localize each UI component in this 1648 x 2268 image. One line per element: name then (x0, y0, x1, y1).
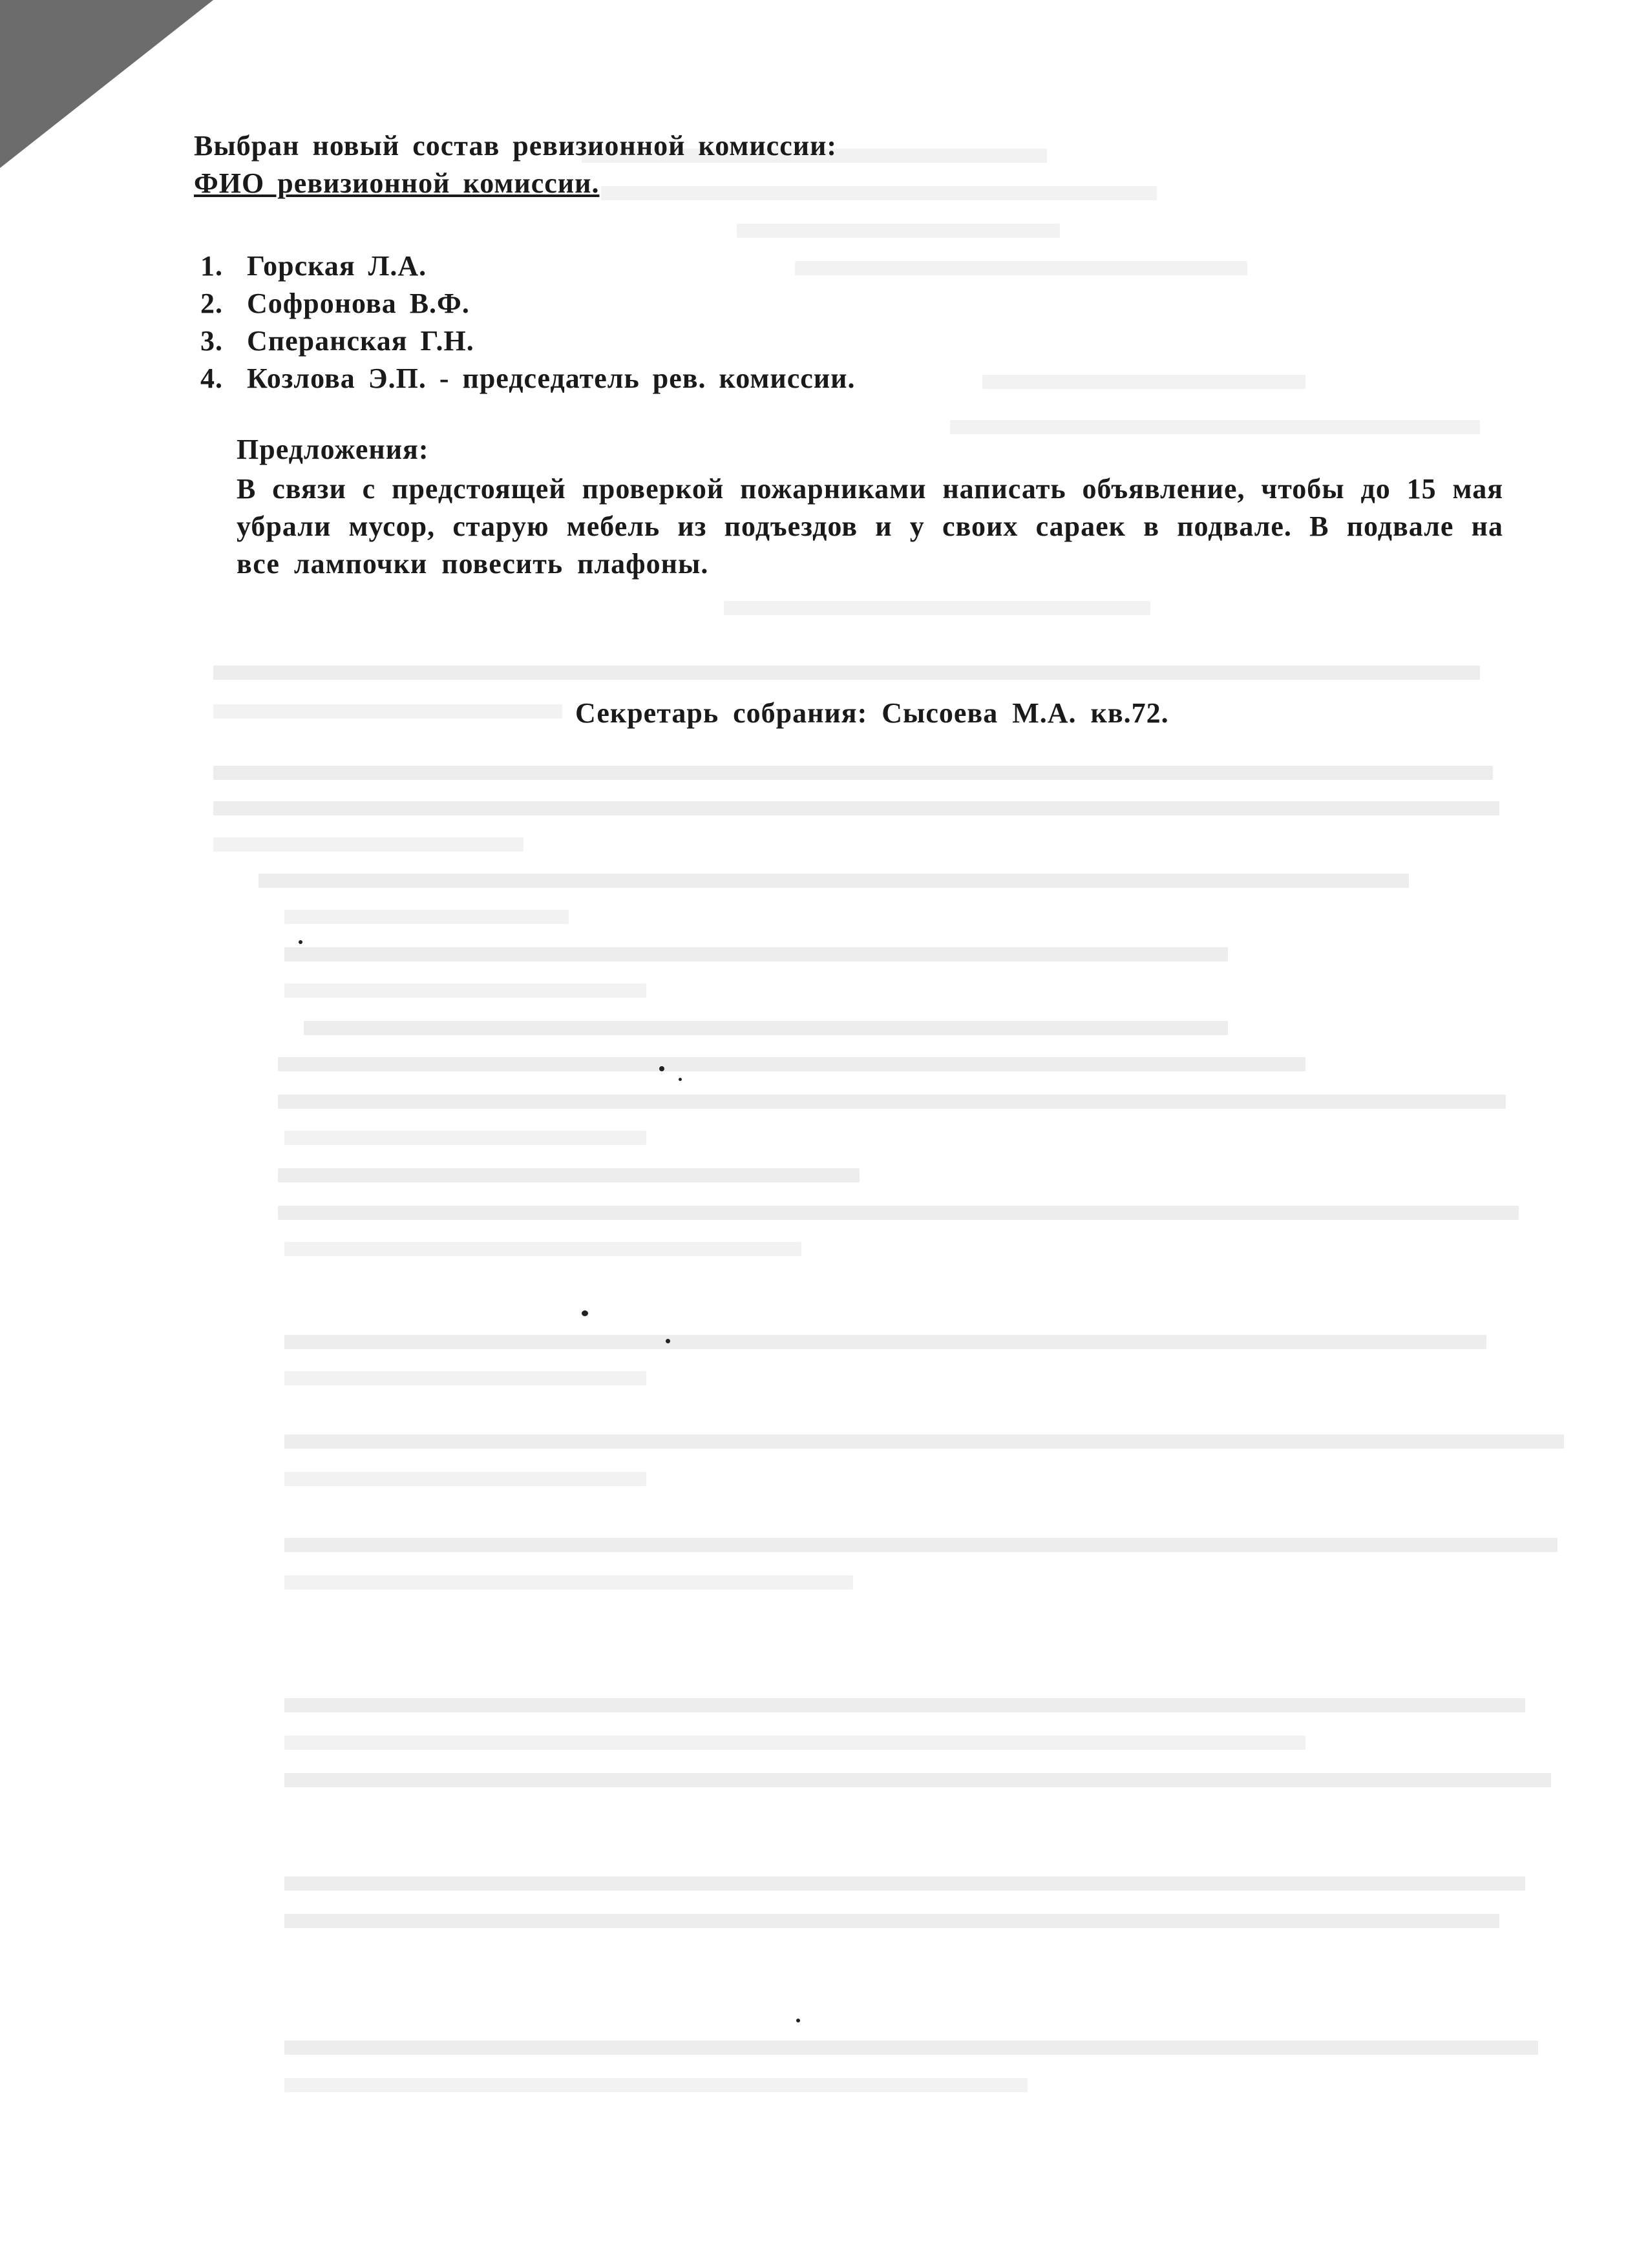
list-item (200, 360, 856, 397)
member-name: Софронова В.Ф. (247, 288, 470, 319)
proposals-heading: Предложения: (237, 434, 429, 465)
list-item-number: 3. (200, 325, 223, 357)
member-name: Горская Л.А. (247, 250, 427, 282)
member-name: Козлова Э.П. - председатель рев. комиссии. (247, 362, 856, 394)
list-item-number: 2. (200, 288, 223, 319)
list-item (200, 285, 856, 322)
list-item-number: 4. (200, 362, 223, 394)
document-title: Выбран новый состав ревизионной комиссии: (194, 130, 838, 162)
list-item (200, 322, 856, 360)
commission-member-list (200, 247, 856, 397)
secretary-signature-line: Секретарь собрания: Сысоева М.А. кв.72. (575, 697, 1169, 729)
proposals-paragraph: В связи с предстоящей проверкой пожарниками написать объявление, чтобы до 15 мая убрали мусор, старую мебель из подъездов и у своих сараек в подвале. В подвале на все лампочки повесить плафоны. (237, 473, 1503, 580)
member-name: Сперанская Г.Н. (247, 325, 474, 357)
list-item-number: 1. (200, 250, 223, 282)
commission-list-heading: ФИО ревизионной комиссии. (194, 167, 600, 199)
scan-corner-shadow (0, 0, 213, 168)
list-item (200, 247, 856, 285)
